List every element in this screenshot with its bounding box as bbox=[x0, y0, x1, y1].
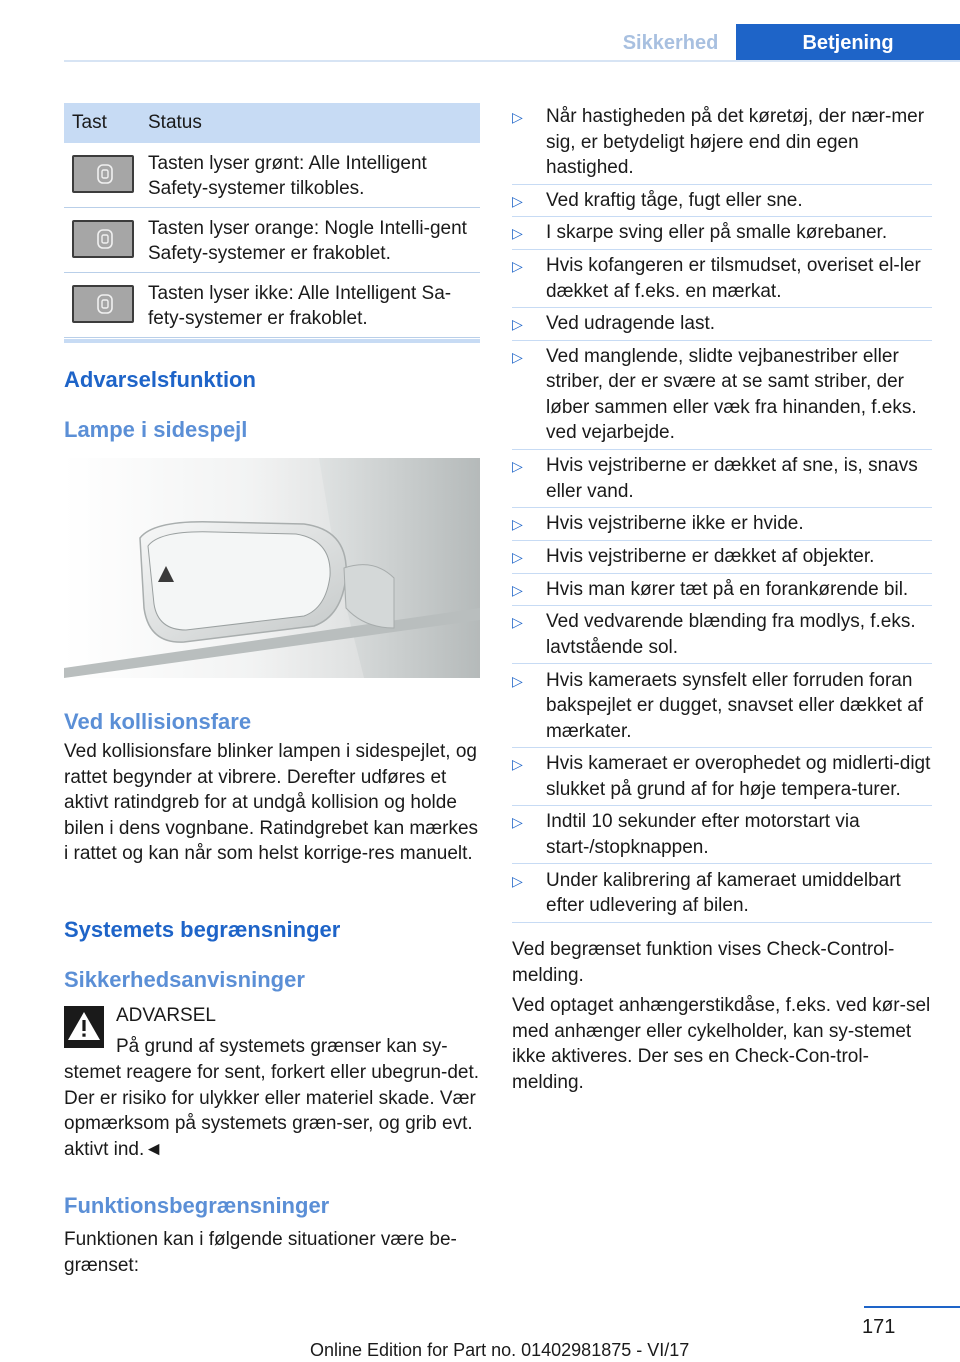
column-header-tast: Tast bbox=[72, 112, 107, 133]
warning-triangle-icon bbox=[64, 1006, 104, 1048]
heading-advarselsfunktion: Advarselsfunktion bbox=[64, 367, 256, 392]
list-item bbox=[512, 187, 932, 214]
heading-systemets-begraensninger: Systemets begrænsninger bbox=[64, 917, 341, 942]
list-item-text: Ved manglende, slidte vejbanestriber eller striber, der er svære at se samt striber, der løber sammen eller væk fra hinanden, f.eks. ved vejarbejde. bbox=[546, 345, 917, 444]
triangle-bullet-icon: ▷ bbox=[512, 348, 523, 365]
list-item bbox=[512, 252, 932, 304]
warning-text-first-line: På grund af systemets grænser kan sy- bbox=[116, 1036, 448, 1057]
table-row bbox=[64, 208, 480, 273]
triangle-bullet-icon: ▷ bbox=[512, 756, 523, 773]
list-item bbox=[512, 452, 932, 504]
list-item-text: Når hastigheden på det køretøj, der nær-mer sig, er betydeligt højere end din egen hastighed. bbox=[546, 106, 925, 178]
status-text: Tasten lyser grønt: Alle Intelligent Safety-systemer tilkobles. bbox=[148, 153, 427, 199]
footer-edition: Online Edition for Part no. 01402981875 - VI/17 bbox=[310, 1340, 690, 1360]
triangle-bullet-icon: ▷ bbox=[512, 872, 523, 889]
list-item bbox=[512, 219, 932, 246]
warning-text: stemet reagere for sent, forkert eller ubegrun-det. Der er risiko for ulykker eller materiel skade. Vær opmærksom på systemets græn-ser, og grib evt. aktivt ind.◄ bbox=[64, 1062, 480, 1160]
warning-title: ADVARSEL bbox=[116, 1005, 216, 1026]
intelligent-safety-button-icon bbox=[72, 220, 134, 258]
limitations-list bbox=[512, 103, 932, 925]
heading-funktionsbegraensninger: Funktionsbegrænsninger bbox=[64, 1193, 330, 1218]
list-item bbox=[512, 576, 932, 603]
list-item-text: Ved udragende last. bbox=[546, 313, 716, 335]
triangle-bullet-icon: ▷ bbox=[512, 581, 523, 598]
list-item bbox=[512, 867, 932, 919]
list-item-text: Hvis vejstriberne er dækket af objekter. bbox=[546, 546, 875, 567]
list-item bbox=[512, 608, 932, 660]
triangle-bullet-icon: ▷ bbox=[512, 225, 523, 242]
paragraph-anhaenger: Ved optaget anhængerstikdåse, f.eks. ved kør-sel med anhænger eller cykelholder, kan sy-stemet ikke aktiveres. Der ses en Check-Con-trol-melding. bbox=[512, 995, 931, 1093]
triangle-bullet-icon: ▷ bbox=[512, 814, 523, 831]
list-item-text: Hvis vejstriberne ikke er hvide. bbox=[546, 513, 804, 535]
paragraph-check-control: Ved begrænset funktion vises Check-Control-melding. bbox=[512, 939, 895, 986]
triangle-bullet-icon: ▷ bbox=[512, 549, 523, 565]
table-bottom-rule bbox=[64, 339, 480, 343]
status-text: Tasten lyser ikke: Alle Intelligent Sa-fety-systemer er frakoblet. bbox=[148, 283, 452, 329]
triangle-bullet-icon: ▷ bbox=[512, 109, 523, 125]
header-divider bbox=[64, 60, 960, 62]
tab-betjening[interactable]: Betjening bbox=[736, 24, 960, 62]
list-item bbox=[512, 543, 932, 570]
list-item bbox=[512, 343, 932, 446]
list-item bbox=[512, 310, 932, 337]
table-header bbox=[64, 103, 480, 143]
paragraph-ved-kollisionsfare: Ved kollisionsfare blinker lampen i sidespejlet, og rattet begynder at vibrere. Derefter udføres et aktivt ratindgreb for at undgå kollision og holde bilen i dens vognbane. Ratindgrebet kan mærkes i rattet og kan når som helst korrige-res manuelt. bbox=[64, 741, 479, 864]
column-header-status: Status bbox=[148, 112, 202, 133]
triangle-bullet-icon: ▷ bbox=[512, 458, 523, 475]
list-item-text: Ved vedvarende blænding fra modlys, f.eks. lavtstående sol. bbox=[546, 611, 916, 658]
list-item-text: Indtil 10 sekunder efter motorstart via start-/stopknappen. bbox=[546, 811, 860, 858]
list-item bbox=[512, 510, 932, 537]
footer-rule bbox=[864, 1306, 960, 1308]
table-row bbox=[64, 143, 480, 208]
list-item-text: I skarpe sving eller på smalle kørebaner. bbox=[546, 222, 888, 244]
list-item-text: Hvis kameraet er overophedet og midlerti-digt slukket på grund af for høje tempera-turer. bbox=[546, 753, 931, 800]
list-item-text: Hvis kofangeren er tilsmudset, overiset el-ler dækket af f.eks. en mærkat. bbox=[546, 255, 921, 302]
side-mirror-illustration bbox=[64, 458, 480, 678]
key-status-table bbox=[64, 103, 480, 338]
triangle-bullet-icon: ▷ bbox=[512, 614, 523, 631]
heading-ved-kollisionsfare: Ved kollisionsfare bbox=[64, 709, 252, 734]
status-text: Tasten lyser orange: Nogle Intelli-gent Safety-systemer er frakoblet. bbox=[148, 218, 467, 264]
list-item-text: Ved kraftig tåge, fugt eller sne. bbox=[546, 189, 803, 211]
tab-sikkerhed[interactable]: Sikkerhed bbox=[622, 32, 719, 54]
heading-lampe-i-sidespejl: Lampe i sidespejl bbox=[64, 417, 248, 442]
page-number: 171 bbox=[862, 1316, 896, 1338]
triangle-bullet-icon: ▷ bbox=[512, 516, 523, 533]
list-item bbox=[512, 808, 932, 860]
triangle-bullet-icon: ▷ bbox=[512, 672, 523, 689]
triangle-bullet-icon: ▷ bbox=[512, 316, 523, 333]
heading-sikkerhedsanvisninger: Sikkerhedsanvisninger bbox=[64, 967, 305, 992]
triangle-bullet-icon: ▷ bbox=[512, 192, 523, 209]
list-item-text: Hvis kameraets synsfelt eller forruden foran bakspejlet er dugget, snavset eller dækket af mærkater. bbox=[546, 669, 924, 742]
intelligent-safety-button-icon bbox=[72, 155, 134, 193]
list-item bbox=[512, 667, 932, 745]
list-item bbox=[512, 103, 932, 181]
table-row bbox=[64, 273, 480, 338]
list-item-text: Hvis man kører tæt på en forankørende bil. bbox=[546, 578, 909, 600]
list-item-text: Hvis vejstriberne er dækket af sne, is, snavs eller vand. bbox=[546, 455, 918, 502]
triangle-bullet-icon: ▷ bbox=[512, 258, 523, 275]
list-item-text: Under kalibrering af kameraet umiddelbart efter udlevering af bilen. bbox=[546, 869, 901, 917]
paragraph-funktionsbegraensninger: Funktionen kan i følgende situationer være be-grænset: bbox=[64, 1229, 457, 1276]
intelligent-safety-button-icon bbox=[72, 285, 134, 323]
list-item bbox=[512, 750, 932, 802]
